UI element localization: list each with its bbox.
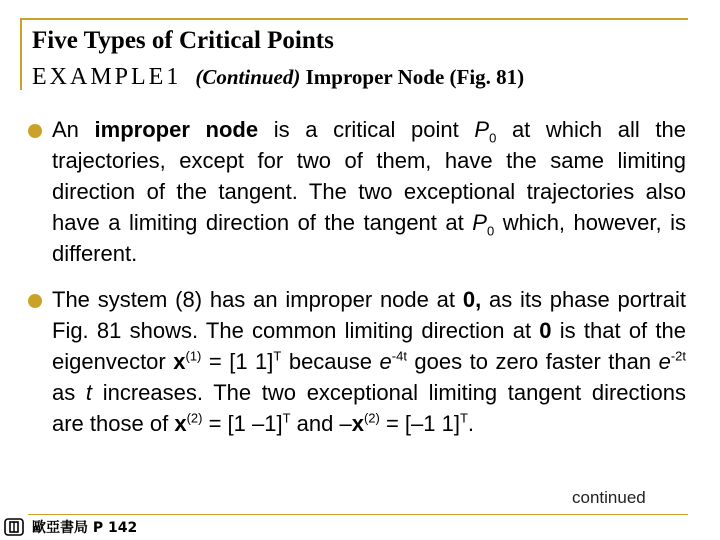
continued-label: (Continued) [195, 65, 301, 89]
continued-note: continued [572, 488, 646, 507]
slide-title: Five Types of Critical Points [32, 27, 334, 54]
example-label: EXAMPLE1 [32, 64, 182, 90]
subtitle-topic: Improper Node (Fig. 81) [300, 65, 525, 89]
publisher-page-label: 歐亞書局 P 142 [32, 520, 138, 536]
header-frame-left [20, 18, 22, 90]
publisher-logo-icon [4, 518, 24, 536]
bullet-icon [28, 124, 42, 138]
bullet-icon [28, 294, 42, 308]
paragraph-improper-node-definition: An improper node is a critical point $P_0$ at which all the trajectories, except for two of them, have the same limiting direction of the tangent. The two exceptional trajectories also have a limiting direction of the tangent at $P_0$ which, however, is different. [52, 117, 687, 266]
slide-subtitle [32, 62, 524, 95]
header-frame-top [20, 18, 688, 20]
footer-rule [28, 514, 688, 515]
paragraph-system-8-example: The system (8) has an improper node at 0, as its phase portrait Fig. 81 shows. The common limiting direction at 0 is that of the eigenvector $x^{(1)} = [1$ 1]$^T$ because $e^{-4t}$ goes to zero faster than $e^{-2t}$ as t increases. The two exceptional limiting tangent directions are those of $x^{(2)} = [1$ –1]$^T$ and $-x^{(2)} = [-1$ 1]$^T$. [52, 287, 686, 436]
term-improper-node: improper node [94, 117, 259, 142]
